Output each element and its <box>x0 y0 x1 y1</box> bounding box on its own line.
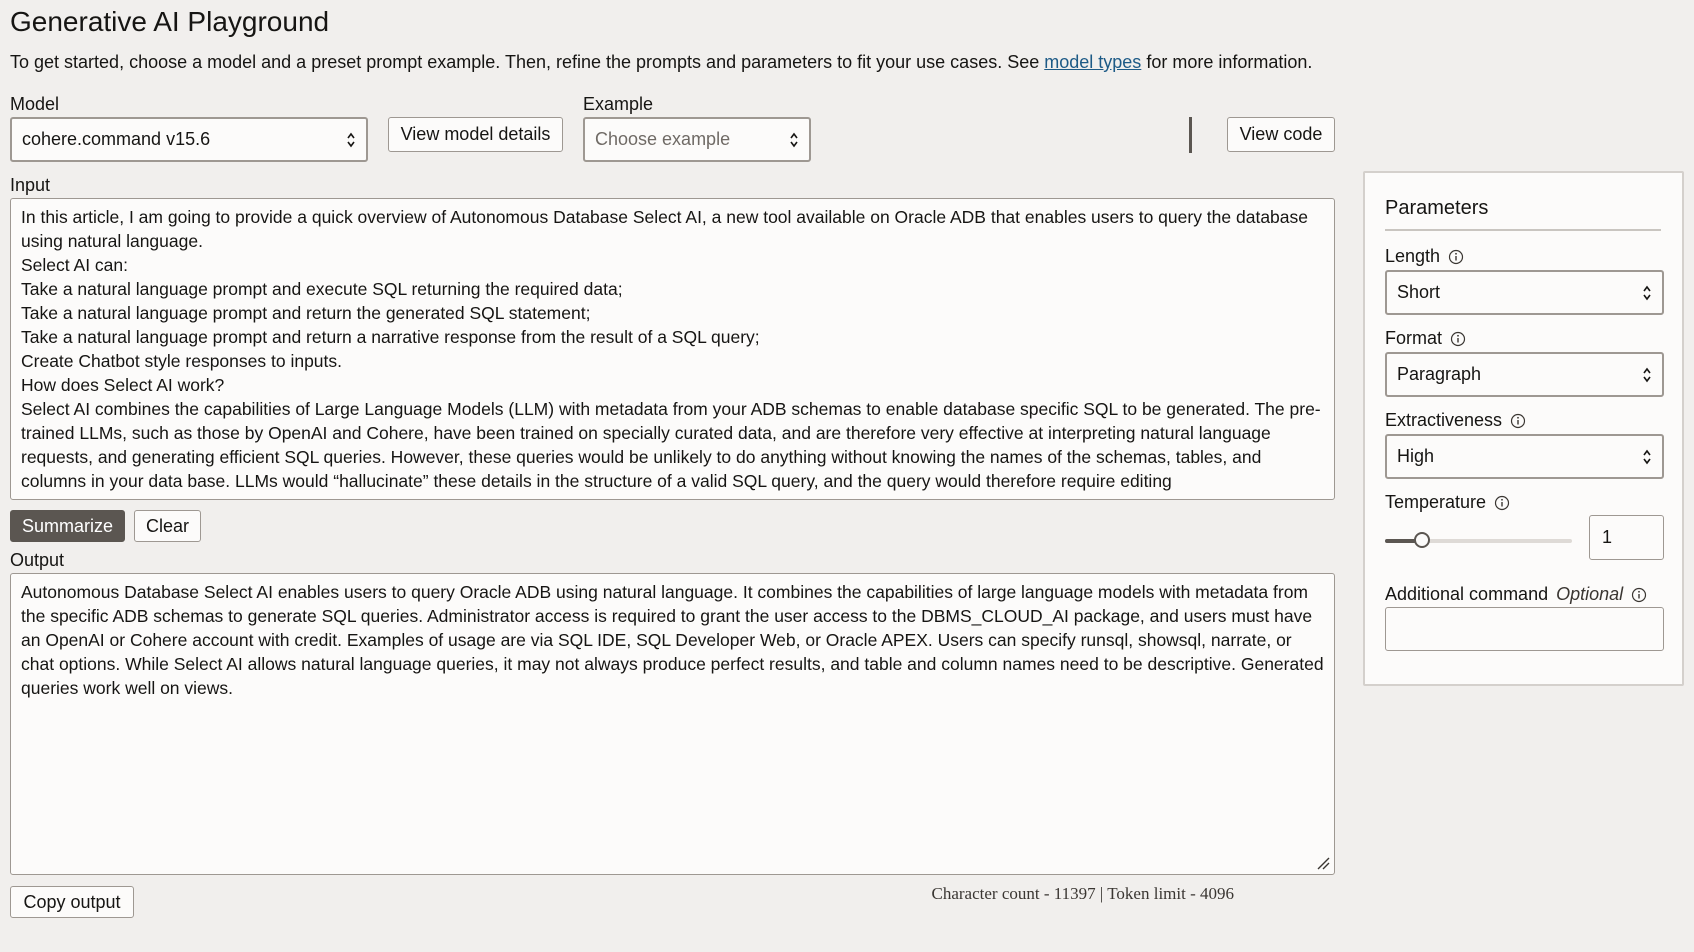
resize-handle-icon[interactable] <box>1316 856 1330 870</box>
model-label: Model <box>10 94 60 114</box>
length-select-value: Short <box>1397 282 1441 302</box>
optional-hint: Optional <box>1556 584 1624 604</box>
view-code-button[interactable]: View code <box>1227 117 1335 152</box>
additional-command-input[interactable] <box>1385 607 1664 651</box>
chevron-up-down-icon <box>346 131 356 149</box>
chevron-up-down-icon <box>1642 284 1652 302</box>
example-label: Example <box>583 94 654 114</box>
extractiveness-select-value: High <box>1397 446 1435 466</box>
parameters-panel <box>1363 171 1684 686</box>
input-line: Take a natural language prompt and return a narrative response from the result of a SQL query; <box>21 327 760 347</box>
info-icon[interactable] <box>1448 249 1464 265</box>
temperature-label-text: Temperature <box>1385 492 1487 512</box>
extractiveness-label-text: Extractiveness <box>1385 410 1503 430</box>
input-textarea[interactable] <box>10 198 1335 500</box>
extractiveness-label <box>1385 410 1526 431</box>
chevron-up-down-icon <box>1642 366 1652 384</box>
temperature-input[interactable] <box>1589 515 1664 560</box>
length-label <box>1385 246 1464 267</box>
temperature-slider[interactable] <box>1385 539 1572 543</box>
parameters-divider <box>1385 229 1661 231</box>
input-label: Input <box>10 175 51 195</box>
chevron-up-down-icon <box>1642 448 1652 466</box>
example-select-placeholder: Choose example <box>595 129 731 149</box>
intro-text <box>10 52 1312 73</box>
input-line: Take a natural language prompt and execute SQL returning the required data; <box>21 279 623 299</box>
info-icon[interactable] <box>1631 587 1647 603</box>
input-line: How does Select AI work? <box>21 375 225 395</box>
temperature-slider-thumb[interactable] <box>1414 532 1430 548</box>
example-select[interactable] <box>583 117 811 162</box>
extractiveness-select[interactable] <box>1385 434 1664 479</box>
format-label <box>1385 328 1466 349</box>
model-select[interactable] <box>10 117 368 162</box>
output-textarea[interactable] <box>10 573 1335 875</box>
input-line: Select AI combines the capabilities of Large Language Models (LLM) with metadata from your ADB schemas to enable database specific SQL to be generated. The pre-trained LLMs, such as those by OpenAI and Cohere, have been trained on specially curated data, and are therefore very effective at interpreting natural language requests, and generating efficient SQL queries. However, these queries would be unlikely to do anything without knowing the names of the schemas, tables, and columns in your data base. LLMs would “hallucinate” these details in the structure of a valid SQL query, and the query would therefore require editing <box>21 399 1321 491</box>
output-text: Autonomous Database Select AI enables users to query Oracle ADB using natural language. It combines the capabilities of large language models with metadata from the specific ADB schemas to generate SQL queries. Administrator access is required to grant the user access to the DBMS_CLOUD_AI package, and users must have an OpenAI or Cohere account with credit. Examples of usage are via SQL IDE, SQL Developer Web, or Oracle APEX. Users can specify runsql, showsql, narrate, or chat options. While Select AI allows natural language queries, it may not always produce perfect results, and table and column names need to be descriptive. Generated queries work well on views. <box>21 582 1324 698</box>
additional-command-label-text: Additional command <box>1385 584 1549 604</box>
clear-button[interactable]: Clear <box>134 510 201 542</box>
view-model-details-button[interactable]: View model details <box>388 117 563 152</box>
additional-command-label <box>1385 584 1647 605</box>
input-line: Create Chatbot style responses to inputs. <box>21 351 343 371</box>
toolbar-divider <box>1189 117 1192 153</box>
copy-output-button[interactable]: Copy output <box>10 886 134 918</box>
parameters-title: Parameters <box>1385 197 1489 219</box>
intro-before: To get started, choose a model and a preset prompt example. Then, refine the prompts and parameters to fit your use cases. See <box>10 52 1045 72</box>
model-select-value: cohere.command v15.6 <box>22 129 211 149</box>
page-title: Generative AI Playground <box>10 6 330 37</box>
length-select[interactable] <box>1385 270 1664 315</box>
summarize-button[interactable]: Summarize <box>10 510 125 542</box>
length-label-text: Length <box>1385 246 1441 266</box>
format-select[interactable] <box>1385 352 1664 397</box>
intro-after: for more information. <box>1141 52 1313 72</box>
info-icon[interactable] <box>1450 331 1466 347</box>
format-label-text: Format <box>1385 328 1443 348</box>
chevron-up-down-icon <box>789 131 799 149</box>
output-label: Output <box>10 550 65 570</box>
info-icon[interactable] <box>1510 413 1526 429</box>
character-token-count: Character count - 11397 | Token limit - 4096 <box>931 884 1234 903</box>
info-icon[interactable] <box>1494 495 1510 511</box>
input-line: Take a natural language prompt and return the generated SQL statement; <box>21 303 591 323</box>
model-types-link[interactable]: model types <box>1044 52 1142 72</box>
input-line: In this article, I am going to provide a quick overview of Autonomous Database Select AI, a new tool available on Oracle ADB that enables users to query the database using natural language. <box>21 207 1309 251</box>
input-line: Select AI can: <box>21 255 129 275</box>
format-select-value: Paragraph <box>1397 364 1482 384</box>
temperature-label <box>1385 492 1510 513</box>
temperature-input-value: 1 <box>1602 527 1613 547</box>
